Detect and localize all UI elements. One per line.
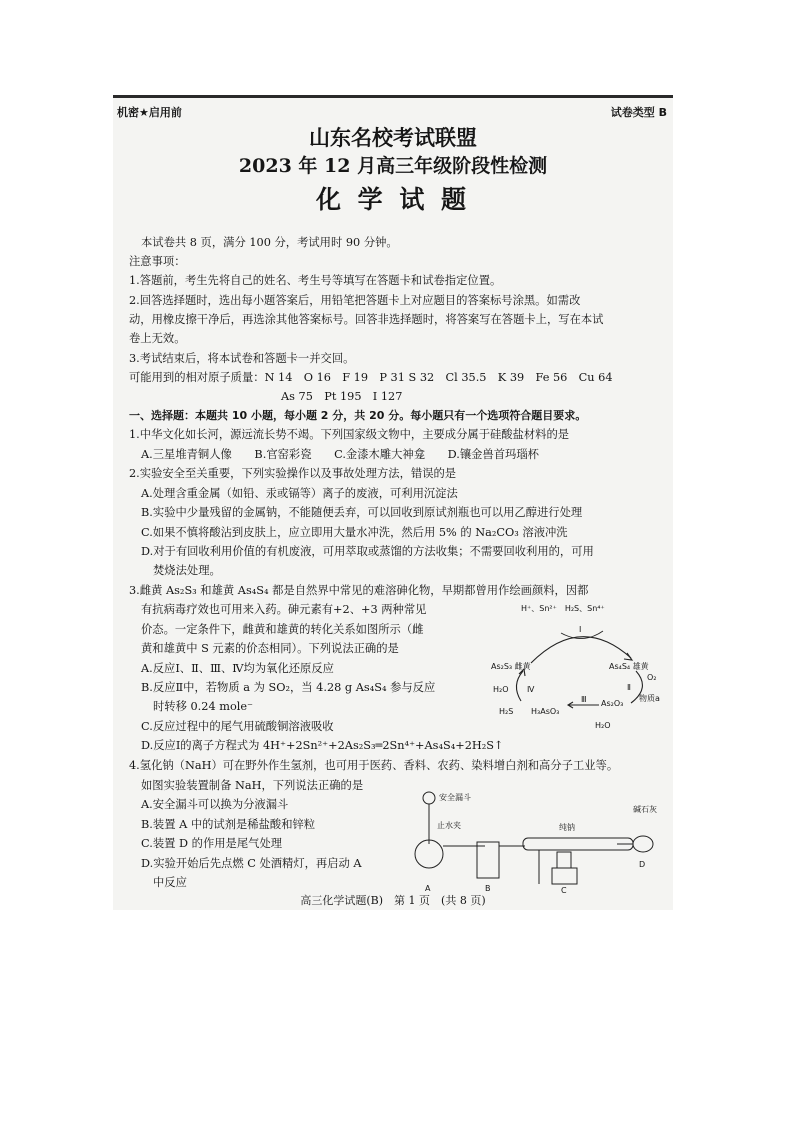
answer-option-cont: 中反应 — [153, 876, 187, 889]
fig1-h2o-bottom: H₂O — [595, 721, 611, 730]
question-stem: 如图实验装置制备 NaH，下列说法正确的是 — [141, 779, 364, 792]
answer-option: C.如果不慎将酸沾到皮肤上，应立即用大量水冲洗，然后用 5% 的 Na₂CO₃ 溶液冲洗 — [141, 526, 568, 539]
answer-option: C.反应过程中的尾气用硫酸铜溶液吸收 — [141, 720, 334, 733]
fig2-label-a: A — [425, 884, 431, 893]
fig1-as2o3: As₂O₃ — [601, 699, 624, 708]
answer-option: A.处理含重金属（如铅、汞或镉等）离子的废液，可利用沉淀法 — [141, 487, 458, 500]
text-line: 动，用橡皮擦干净后，再选涂其他答案标号。回答非选择题时，将答案写在答题卡上，写在本试 — [129, 313, 604, 326]
answer-option: B.实验中少量残留的金属钠，不能随便丢弃，可以回收到原试剂瓶也可以用乙醇进行处理 — [141, 506, 583, 519]
fig2-clamp: 止水夹 — [437, 821, 461, 830]
answer-option: D.实验开始后先点燃 C 处酒精灯，再启动 A — [141, 857, 362, 870]
fig2-label-c: C — [561, 886, 567, 895]
text-line: 1.答题前，考生先将自己的姓名、考生号等填写在答题卡和试卷指定位置。 — [129, 274, 502, 287]
exam-title-line1: 山东名校考试联盟 — [309, 125, 477, 150]
fig1-reaction-ii: Ⅱ — [627, 683, 631, 692]
text-line: 卷上无效。 — [129, 332, 186, 345]
text-line: 注意事项： — [129, 255, 186, 268]
confidential-label: 机密★启用前 — [117, 106, 182, 119]
answer-option: C.装置 D 的作用是尾气处理 — [141, 837, 283, 850]
answer-option: B.装置 A 中的试剂是稀盐酸和锌粒 — [141, 818, 316, 831]
question-stem: 3.雌黄 As₂S₃ 和雄黄 As₄S₄ 都是自然界中常见的难溶砷化物，早期都曾用作绘画颜料，因都 — [129, 584, 589, 597]
exam-title-subject: 化 学 试 题 — [315, 185, 471, 214]
fig1-realgar: As₄S₄ 雄黄 — [609, 662, 649, 671]
fig2-label-d: D — [639, 860, 646, 869]
fig1-o2: O₂ — [647, 673, 657, 682]
answer-options: A.三星堆青铜人像 B.官窑彩瓷 C.金漆木雕大神龛 D.镶金兽首玛瑙杯 — [141, 448, 539, 461]
question-stem: 价态。一定条件下，雌黄和雄黄的转化关系如图所示（雌 — [141, 623, 424, 636]
fig2-soda-lime: 碱石灰 — [633, 805, 657, 814]
exam-page — [113, 95, 673, 910]
question-stem: 4.氢化钠（NaH）可在野外作生氢剂，也可用于医药、香料、农药、染料增白剂和高分子工业等。 — [129, 759, 619, 772]
question-stem: 1.中华文化如长河，源远流长势不竭。下列国家级文物中，主要成分属于硅酸盐材料的是 — [129, 428, 570, 441]
question-stem: 黄和雄黄中 S 元素的价态相同）。下列说法正确的是 — [141, 642, 399, 655]
answer-option: D.反应Ⅰ的离子方程式为 4H⁺+2Sn²⁺+2As₂S₃═2Sn⁴⁺+As₄S₄+2H₂S↑ — [141, 739, 504, 752]
answer-option: D.对于有回收利用价值的有机废液，可用萃取或蒸馏的方法收集；不需要回收利用的，可用 — [141, 545, 594, 558]
fig2-sodium: 纯钠 — [559, 823, 575, 832]
text-line: 2.回答选择题时，选出每小题答案后，用铅笔把答题卡上对应题目的答案标号涂黑。如需改 — [129, 294, 581, 307]
fig1-reaction-iv: Ⅳ — [527, 685, 535, 694]
fig1-reaction-i: Ⅰ — [579, 625, 582, 634]
paper-type-label: 试卷类型 B — [610, 106, 667, 119]
fig2-label-b: B — [485, 884, 491, 893]
answer-option: A.反应Ⅰ、Ⅱ、Ⅲ、Ⅳ均为氧化还原反应 — [141, 662, 334, 675]
text-line: 3.考试结束后，将本试卷和答题卡一并交回。 — [129, 352, 355, 365]
fig1-orpiment: As₂S₃ 雌黄 — [491, 662, 531, 671]
question-stem: 有抗病毒疗效也可用来入药。砷元素有+2、+3 两种常见 — [141, 603, 427, 616]
fig1-substance-a: 物质a — [639, 694, 660, 703]
answer-option-cont: 焚烧法处理。 — [153, 564, 221, 577]
fig2-safety-funnel: 安全漏斗 — [439, 793, 471, 802]
fig1-h2o-left: H₂O — [493, 685, 509, 694]
text-line: 可能用到的相对原子质量：N 14 O 16 F 19 P 31 S 32 Cl 35.5 K 39 Fe 56 Cu 64 — [129, 371, 613, 384]
section-heading: 一、选择题：本题共 10 小题，每小题 2 分，共 20 分。每小题只有一个选项符合题目要求。 — [129, 409, 587, 422]
fig1-reaction-iii: Ⅲ — [581, 695, 587, 704]
answer-option-cont: 时转移 0.24 mole⁻ — [153, 700, 254, 713]
question-stem: 2.实验安全至关重要，下列实验操作以及事故处理方法，错误的是 — [129, 467, 457, 480]
arsenic-conversion-diagram — [491, 603, 661, 733]
exam-title-line2: 2023 年 12 月高三年级阶段性检测 — [238, 155, 548, 177]
fig1-h2s: H₂S — [499, 707, 514, 716]
fig1-h3aso3: H₃AsO₃ — [531, 707, 560, 716]
text-line: 本试卷共 8 页，满分 100 分，考试用时 90 分钟。 — [141, 236, 398, 249]
fig1-top-reagents: H⁺、Sn²⁺ H₂S、Sn⁴⁺ — [521, 604, 605, 613]
page-footer: 高三化学试题(B) 第 1 页 (共 8 页) — [300, 894, 486, 907]
text-line: As 75 Pt 195 I 127 — [281, 390, 403, 403]
nah-apparatus-diagram — [407, 786, 669, 896]
answer-option: B.反应Ⅱ中，若物质 a 为 SO₂，当 4.28 g As₄S₄ 参与反应 — [141, 681, 436, 694]
answer-option: A.安全漏斗可以换为分液漏斗 — [141, 798, 289, 811]
